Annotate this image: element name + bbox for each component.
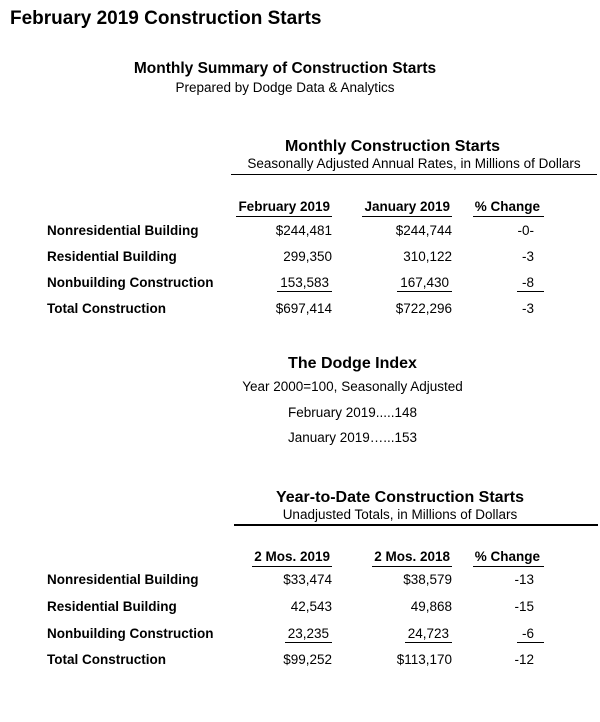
row-value-1: $697,414 [275, 301, 332, 316]
table-row [0, 223, 600, 240]
ytd-header-row [0, 549, 600, 566]
row-value-2: $722,296 [395, 301, 452, 316]
row-pct-change: -13 [514, 572, 534, 587]
row-value-2: 24,723 [330, 626, 452, 643]
row-label: Nonbuilding Construction [47, 626, 214, 641]
row-value-2: 167,430 [330, 275, 452, 292]
ytd-col-header-2mos2018: 2 Mos. 2018 [330, 549, 452, 567]
table-row-total [0, 301, 600, 318]
table-row [0, 249, 600, 266]
ytd-col-header-2mos2019: 2 Mos. 2019 [210, 549, 332, 567]
monthly-section-title: Monthly Construction Starts [284, 138, 501, 155]
monthly-col-header-pct-change: % Change [462, 199, 544, 217]
monthly-col-header-feb2019: February 2019 [210, 199, 332, 217]
row-value-1: $99,252 [283, 652, 332, 667]
row-value-1: 299,350 [283, 249, 332, 264]
summary-subheading: Prepared by Dodge Data & Analytics [175, 80, 395, 95]
row-pct-change: -8 [462, 275, 544, 292]
row-value-1: $244,481 [275, 223, 332, 238]
monthly-header-row [0, 199, 600, 216]
table-row-subtotal [0, 626, 600, 643]
row-label: Residential Building [47, 249, 177, 264]
dodge-index-title: The Dodge Index [288, 355, 417, 372]
row-label: Total Construction [47, 301, 166, 316]
row-value-1: 153,583 [210, 275, 332, 292]
row-value-2: $38,579 [403, 572, 452, 587]
row-value-2: 310,122 [403, 249, 452, 264]
ytd-section-subtitle: Unadjusted Totals, in Millions of Dollars [282, 507, 518, 522]
row-value-1: 23,235 [210, 626, 332, 643]
dodge-index-january-value: January 2019…...153 [287, 430, 418, 445]
dodge-index-february-value: February 2019.....148 [287, 405, 418, 420]
ytd-divider-rule [234, 524, 598, 526]
row-value-2: $244,744 [395, 223, 452, 238]
ytd-col-header-pct-change: % Change [462, 549, 544, 567]
ytd-section-title: Year-to-Date Construction Starts [275, 489, 525, 506]
row-pct-change: -12 [514, 652, 534, 667]
row-label: Nonresidential Building [47, 572, 199, 587]
row-value-2: $113,170 [396, 652, 452, 667]
page-title: February 2019 Construction Starts [10, 8, 322, 29]
row-value-2: 49,868 [410, 599, 452, 614]
table-row-subtotal [0, 275, 600, 292]
table-row [0, 599, 600, 616]
row-pct-change: -15 [514, 599, 534, 614]
monthly-section-subtitle: Seasonally Adjusted Annual Rates, in Millions of Dollars [231, 156, 597, 175]
table-row-total [0, 652, 600, 669]
summary-heading: Monthly Summary of Construction Starts [133, 60, 437, 77]
row-pct-change: -6 [462, 626, 544, 643]
dodge-index-subtitle: Year 2000=100, Seasonally Adjusted [242, 379, 463, 394]
row-label: Nonbuilding Construction [47, 275, 214, 290]
row-label: Nonresidential Building [47, 223, 199, 238]
row-label: Total Construction [47, 652, 166, 667]
row-pct-change: -0- [517, 223, 534, 238]
row-value-1: $33,474 [283, 572, 332, 587]
row-label: Residential Building [47, 599, 177, 614]
row-value-1: 42,543 [290, 599, 332, 614]
table-row [0, 572, 600, 589]
monthly-col-header-jan2019: January 2019 [330, 199, 452, 217]
row-pct-change: -3 [521, 301, 534, 316]
row-pct-change: -3 [521, 249, 534, 264]
